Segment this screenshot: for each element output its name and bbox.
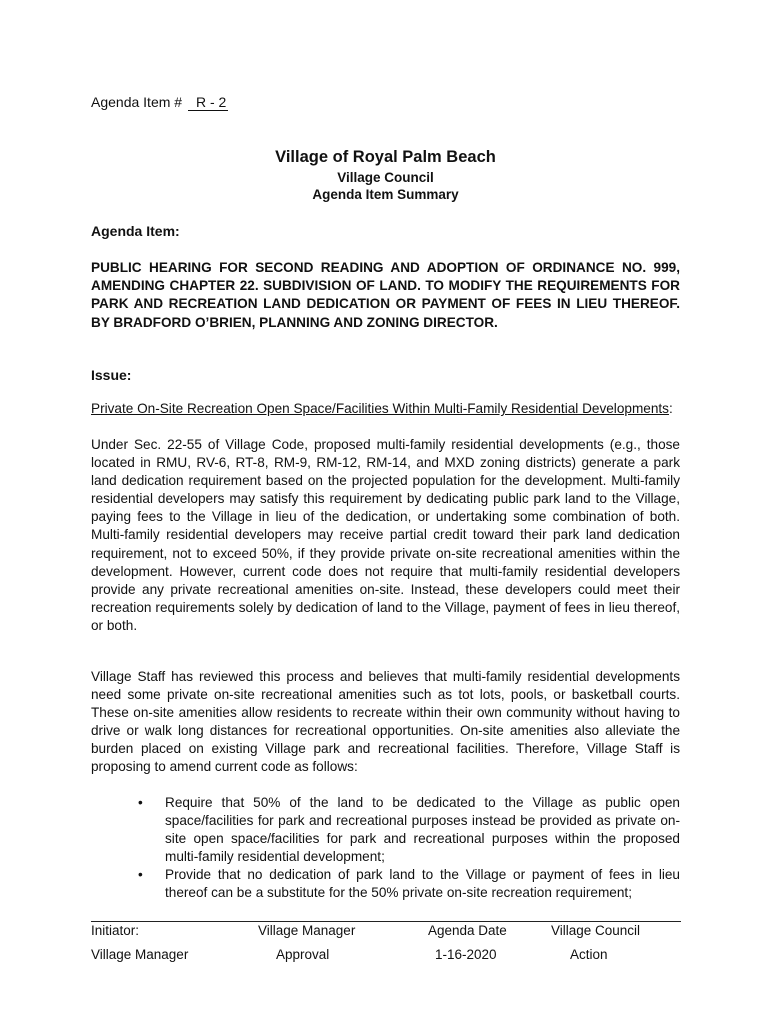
bullet-icon: • (138, 795, 143, 810)
issue-subheading-text: Private On-Site Recreation Open Space/Facilities Within Multi-Family Residential Developments (91, 401, 669, 416)
footer-date-label: Agenda Date (428, 923, 507, 938)
footer-date-value: 1-16-2020 (435, 947, 497, 962)
issue-heading: Issue: (91, 367, 132, 383)
issue-paragraph-1: Under Sec. 22-55 of Village Code, proposed multi-family residential developments (e.g., those located in RMU, RV-6, RT-8, RM-9, RM-12, RM-14, and MXD zoning districts) generate a park land dedication requirement based on the projected population for the development. Multi-family residential developers may satisfy this requirement by dedicating public park land to the Village, paying fees to the Village in lieu of the dedication, or undertaking some combination of both. Multi-family residential developers may receive partial credit toward their park land dedication requirement, not to exceed 50%, if they provide private on-site recreational amenities within the development. However, current code does not require that multi-family residential developers provide any private recreational amenities on-site. Instead, these developers could meet their recreation requirements solely by dedication of land to the Village, payment of fees in lieu thereof, or both. (91, 437, 680, 633)
bullet-text: Provide that no dedication of park land to the Village or payment of fees in lieu thereof can be a substitute for the 50% private on-site recreation requirement; (165, 867, 680, 901)
issue-paragraph-2: Village Staff has reviewed this process and believes that multi-family residential developments need some private on-site recreational amenities such as tot lots, pools, or basketball courts. These on-site amenities allow residents to recreate within their own community without having to drive or walk long distances for recreational opportunities. On-site amenities also alleviate the burden placed on existing Village park and recreational facilities. Therefore, Village Staff is proposing to amend current code as follows: (91, 669, 680, 775)
agenda-item-label: Agenda Item # (91, 94, 183, 110)
footer-initiator-label: Initiator: (91, 923, 140, 938)
footer-divider (91, 921, 681, 922)
agenda-item-number-line (91, 94, 228, 111)
list-item (91, 794, 680, 866)
document-title: Village of Royal Palm Beach (275, 148, 496, 166)
list-item (91, 866, 680, 902)
agenda-item-number: R - 2 (188, 94, 228, 111)
footer-initiator-value: Village Manager (91, 947, 189, 962)
bullet-icon: • (138, 867, 143, 883)
agenda-item-heading: Agenda Item: (91, 223, 180, 239)
document-subtitle-council: Village Council (337, 170, 434, 185)
issue-subheading-colon: : (668, 401, 673, 416)
footer-approval-line2: Approval (276, 947, 330, 962)
footer-approval-line1: Village Manager (258, 923, 356, 938)
issue-subheading (91, 400, 680, 418)
agenda-item-title: PUBLIC HEARING FOR SECOND READING AND ADOPTION OF ORDINANCE NO. 999, AMENDING CHAPTER 22. SUBDIVISION OF LAND. TO MODIFY THE REQUIREMENTS FOR PARK AND RECREATION LAND DEDICATION OR PAYMENT OF FEES IN LIEU THEREOF. BY BRADFORD O’BRIEN, PLANNING AND ZONING DIRECTOR. (91, 260, 680, 330)
proposal-bullet-list (91, 794, 680, 903)
footer-action-line2: Action (570, 947, 608, 962)
footer-action-line1: Village Council (551, 923, 641, 938)
bullet-text: Require that 50% of the land to be dedicated to the Village as public open space/facilities for park and recreational purposes instead be provided as private on-site open space/facilities for park and recreational purposes within the proposed multi-family residential development; (165, 795, 680, 865)
document-subtitle-summary: Agenda Item Summary (312, 187, 459, 202)
